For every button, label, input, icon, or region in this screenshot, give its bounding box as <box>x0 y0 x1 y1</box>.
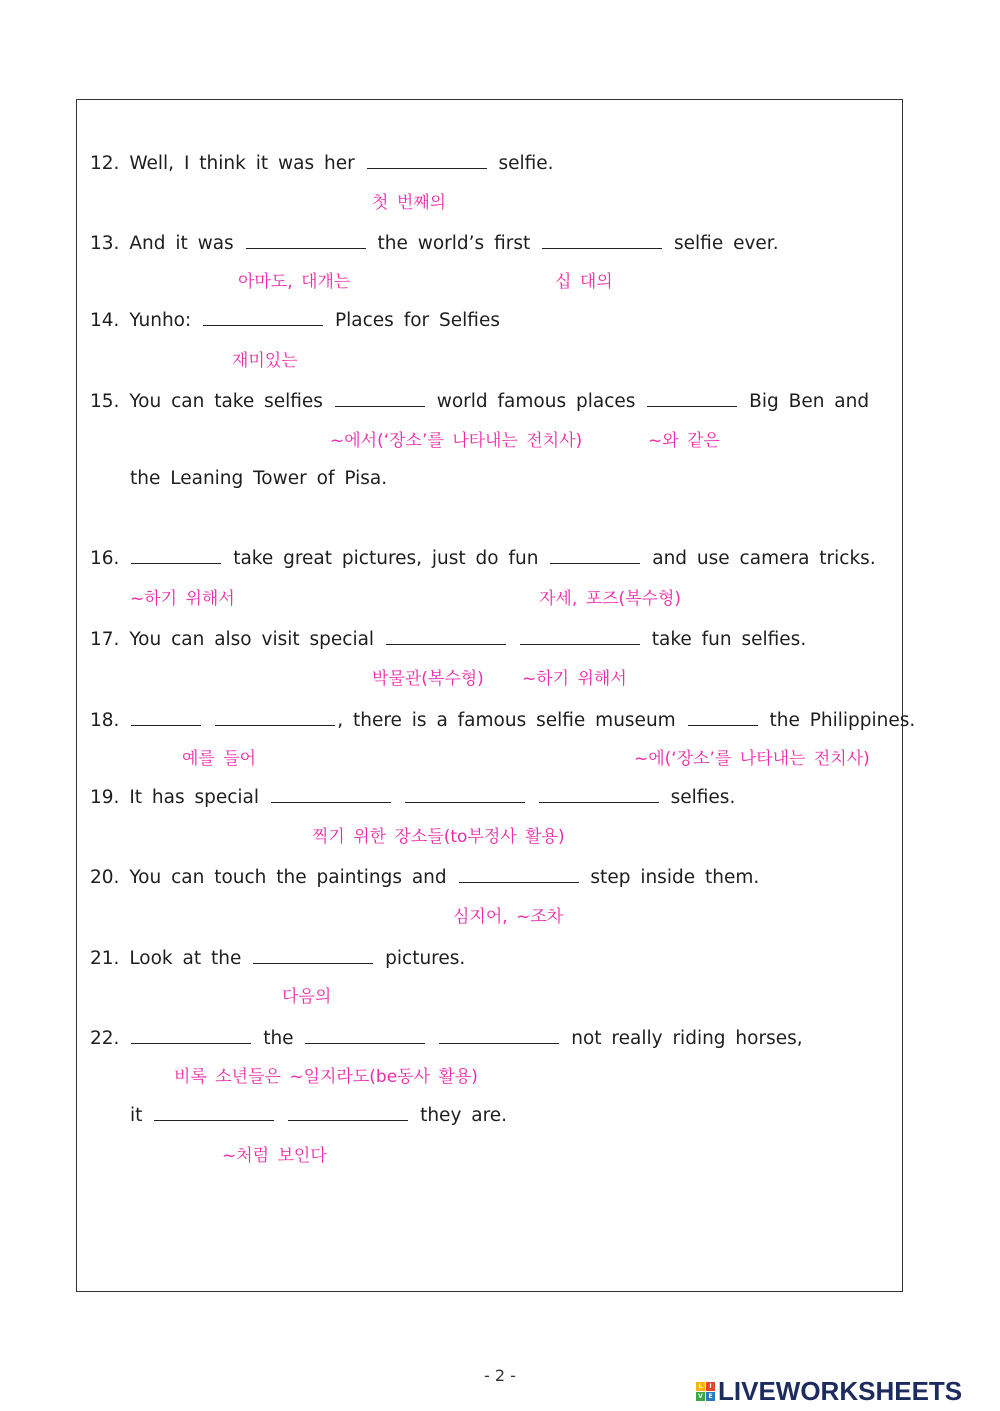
question-15-continued: the Leaning Tower of Pisa. <box>130 468 388 489</box>
question-number: 22. <box>90 1028 120 1049</box>
question-text: , there is a famous selfie museum <box>337 710 676 731</box>
question-text: take great pictures, just do fun <box>233 548 539 569</box>
question-text: step inside them. <box>590 867 760 888</box>
answer-blank[interactable] <box>539 801 659 803</box>
hint: ~에(‘장소’를 나타내는 전치사) <box>634 749 870 769</box>
question-text: You can also visit special <box>129 629 375 650</box>
answer-blank[interactable] <box>215 724 335 726</box>
question-number: 16. <box>90 548 120 569</box>
question-text: Big Ben and <box>749 391 870 412</box>
answer-blank[interactable] <box>203 324 323 326</box>
answer-blank[interactable] <box>335 405 425 407</box>
question-text: And it was <box>129 233 234 254</box>
question-text: they are. <box>420 1105 508 1126</box>
question-22-continued <box>130 1104 507 1128</box>
hint: 아마도, 대개는 <box>238 272 351 292</box>
question-22 <box>90 1027 803 1051</box>
answer-blank[interactable] <box>405 801 525 803</box>
question-text: selfie ever. <box>674 233 779 254</box>
question-text: pictures. <box>385 948 466 969</box>
answer-blank[interactable] <box>288 1119 408 1121</box>
hint: 첫 번째의 <box>372 193 447 213</box>
question-text: You can touch the paintings and <box>129 867 447 888</box>
answer-blank[interactable] <box>271 801 391 803</box>
answer-blank[interactable] <box>459 881 579 883</box>
question-15 <box>90 390 869 414</box>
question-19 <box>90 786 735 810</box>
answer-blank[interactable] <box>367 167 487 169</box>
hint: 비록 소년들은 ~일지라도(be동사 활용) <box>174 1067 478 1087</box>
question-number: 13. <box>90 233 120 254</box>
question-text: the world’s first <box>377 233 531 254</box>
answer-blank[interactable] <box>386 643 506 645</box>
question-number: 20. <box>90 867 120 888</box>
question-text: world famous places <box>436 391 636 412</box>
hint: 다음의 <box>282 987 332 1007</box>
question-text: take fun selfies. <box>651 629 807 650</box>
hint: 재미있는 <box>232 351 298 371</box>
hint: 자세, 포즈(복수형) <box>539 589 682 609</box>
question-text: selfie. <box>498 153 554 174</box>
question-text: the Philippines. <box>769 710 916 731</box>
question-20 <box>90 866 759 890</box>
answer-blank[interactable] <box>550 562 640 564</box>
question-text: and use camera tricks. <box>652 548 876 569</box>
question-text: it <box>130 1105 143 1126</box>
question-text: Yunho: <box>129 310 192 331</box>
question-14 <box>90 309 500 333</box>
question-text: the <box>263 1028 294 1049</box>
logo-block: E <box>706 1392 715 1401</box>
question-number: 15. <box>90 391 120 412</box>
answer-blank[interactable] <box>246 247 366 249</box>
logo-block: I <box>706 1382 715 1391</box>
answer-blank[interactable] <box>131 724 201 726</box>
page-number: - 2 - <box>484 1366 516 1385</box>
question-number: 17. <box>90 629 120 650</box>
hint: 찍기 위한 장소들(to부정사 활용) <box>312 827 565 847</box>
logo-block: V <box>696 1392 705 1401</box>
question-text: selfies. <box>670 787 736 808</box>
question-21 <box>90 947 465 971</box>
question-text: Look at the <box>129 948 242 969</box>
answer-blank[interactable] <box>688 724 758 726</box>
question-18 <box>90 709 915 733</box>
hint: 박물관(복수형) <box>372 669 484 689</box>
liveworksheets-logo <box>696 1374 962 1408</box>
question-number: 21. <box>90 948 120 969</box>
answer-blank[interactable] <box>647 405 737 407</box>
question-16 <box>90 547 876 571</box>
question-number: 12. <box>90 153 120 174</box>
answer-blank[interactable] <box>253 962 373 964</box>
answer-blank[interactable] <box>542 247 662 249</box>
hint: ~처럼 보인다 <box>222 1146 327 1166</box>
question-12 <box>90 152 554 176</box>
hint: 심지어, ~조차 <box>453 907 564 927</box>
hint: 십 대의 <box>555 272 613 292</box>
hint: ~하기 위해서 <box>522 669 627 689</box>
question-17 <box>90 628 806 652</box>
question-text: not really riding horses, <box>571 1028 803 1049</box>
answer-blank[interactable] <box>520 643 640 645</box>
answer-blank[interactable] <box>305 1042 425 1044</box>
question-text: Well, I think it was her <box>129 153 355 174</box>
hint: ~에서(‘장소’를 나타내는 전치사) <box>330 431 583 451</box>
answer-blank[interactable] <box>154 1119 274 1121</box>
question-number: 14. <box>90 310 120 331</box>
hint: 예를 들어 <box>182 749 257 769</box>
logo-block: L <box>696 1382 705 1391</box>
answer-blank[interactable] <box>131 562 221 564</box>
question-text: You can take selfies <box>129 391 323 412</box>
answer-blank[interactable] <box>439 1042 559 1044</box>
logo-blocks-icon <box>696 1382 715 1401</box>
logo-text: LIVEWORKSHEETS <box>718 1375 963 1406</box>
hint: ~와 같은 <box>648 431 720 451</box>
question-text: Places for Selfies <box>335 310 500 331</box>
question-number: 18. <box>90 710 120 731</box>
answer-blank[interactable] <box>131 1042 251 1044</box>
question-13 <box>90 232 779 256</box>
hint: ~하기 위해서 <box>130 589 235 609</box>
question-number: 19. <box>90 787 120 808</box>
question-text: It has special <box>129 787 260 808</box>
